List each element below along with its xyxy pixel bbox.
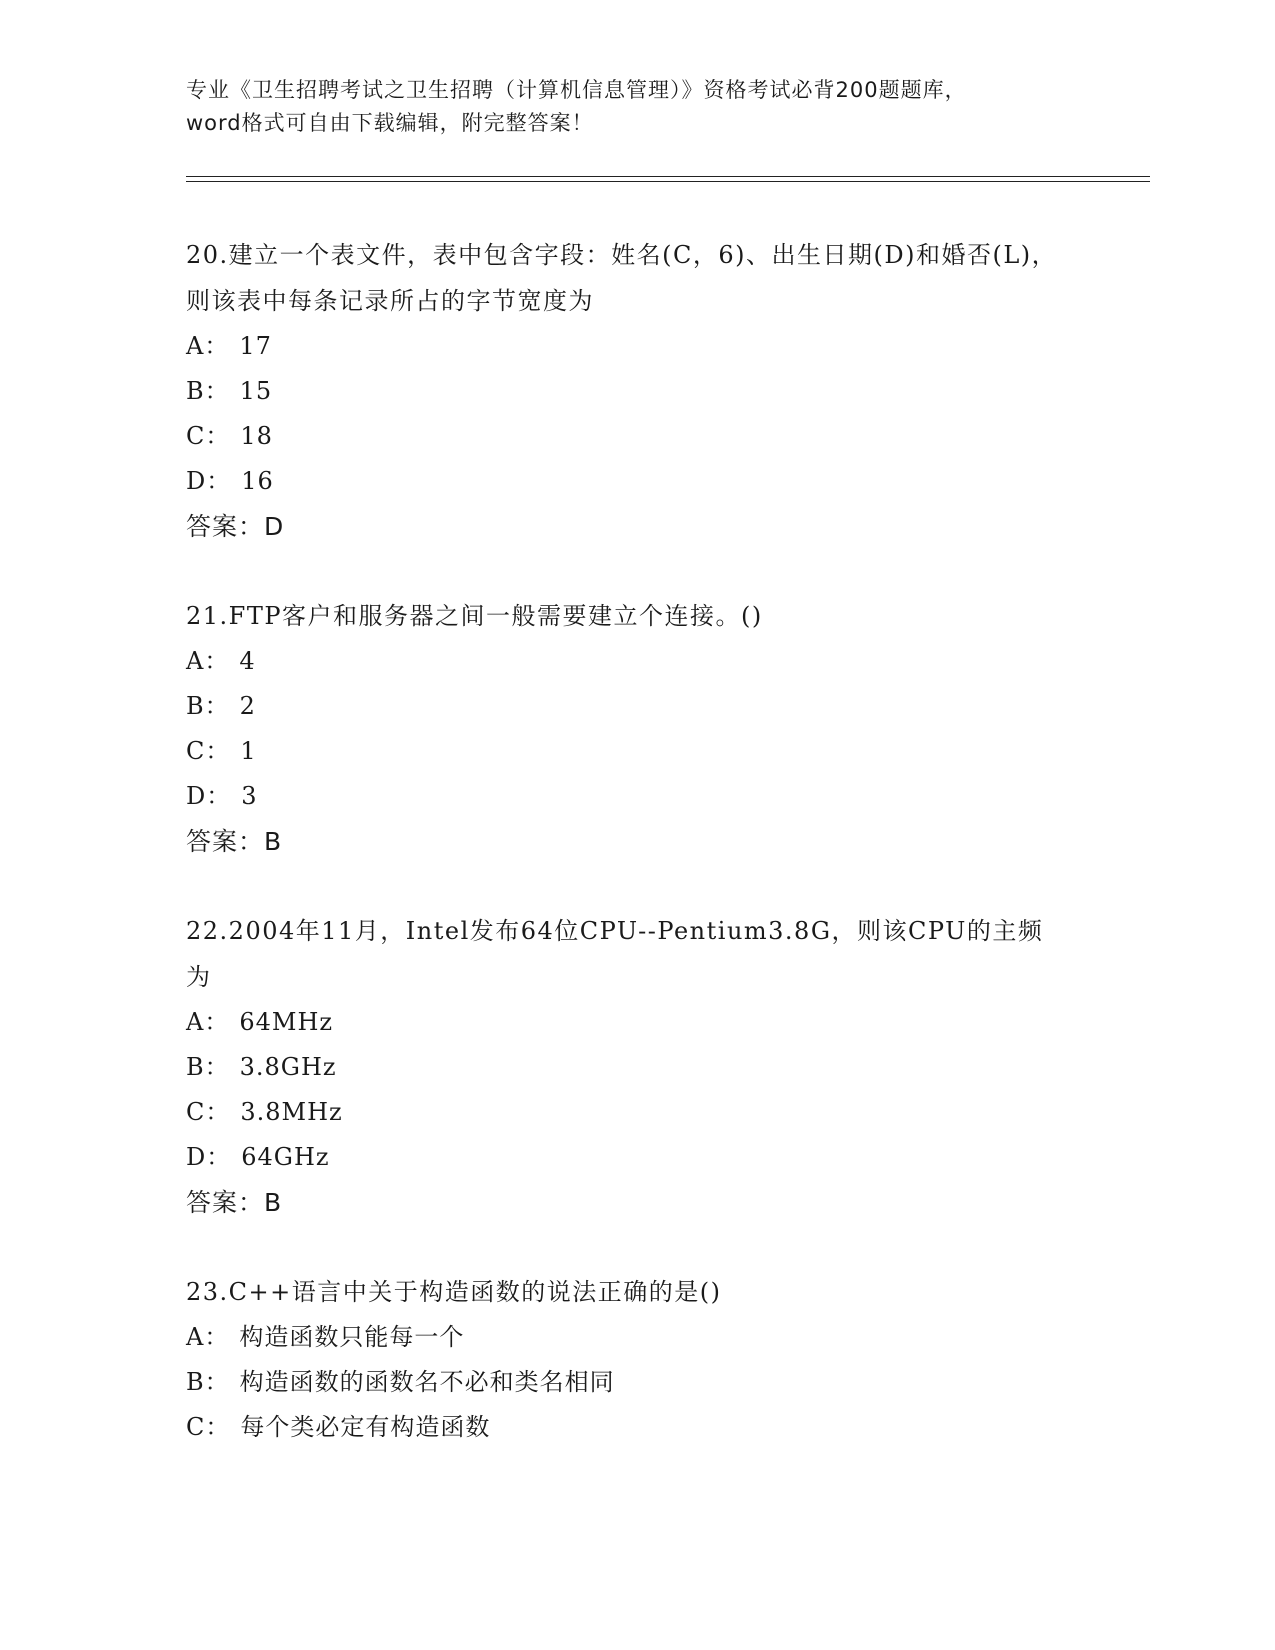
option-label: A： (186, 1008, 230, 1036)
header-divider-bottom (186, 181, 1150, 182)
option-label: D： (186, 467, 232, 495)
question-23 (186, 1269, 1086, 1450)
option-label: B： (186, 1368, 230, 1396)
option-label: B： (186, 377, 230, 405)
question-stem: 21.FTP客户和服务器之间一般需要建立个连接。() (186, 602, 763, 630)
option-label: C： (186, 1098, 231, 1126)
header-divider-top (186, 176, 1150, 177)
answer-line: 答案：D (186, 512, 285, 541)
option-label: D： (186, 782, 232, 810)
option-label: A： (186, 332, 230, 360)
option-d (186, 774, 1086, 819)
option-label: A： (186, 1323, 230, 1351)
option-text: 17 (239, 332, 272, 360)
question-stem: 22.2004年11月，Intel发布64位CPU--Pentium3.8G，则该CPU的主频为 (186, 917, 1044, 991)
question-21 (186, 593, 1086, 865)
option-a (186, 1000, 1086, 1045)
answer-line: 答案：B (186, 827, 283, 856)
option-text: 64MHz (239, 1008, 334, 1036)
option-text: 2 (239, 692, 256, 720)
option-text: 3.8GHz (239, 1053, 337, 1081)
option-text: 3.8MHz (240, 1098, 343, 1126)
option-text: 每个类必定有构造函数 (240, 1413, 491, 1441)
option-label: A： (186, 647, 230, 675)
question-stem: 23.C++语言中关于构造函数的说法正确的是() (186, 1278, 722, 1306)
option-text: 16 (241, 467, 274, 495)
option-label: C： (186, 1413, 231, 1441)
option-text: 4 (239, 647, 256, 675)
option-text: 64GHz (241, 1143, 330, 1171)
option-c (186, 1090, 1086, 1135)
option-label: B： (186, 1053, 230, 1081)
option-text: 构造函数的函数名不必和类名相同 (239, 1368, 615, 1396)
option-a (186, 1315, 1086, 1360)
option-b (186, 1045, 1086, 1090)
question-list (186, 232, 1086, 1493)
header-line-1: 专业《卫生招聘考试之卫生招聘（计算机信息管理）》资格考试必背200题题库， (186, 78, 967, 102)
question-stem: 20.建立一个表文件，表中包含字段：姓名(C，6)、出生日期(D)和婚否(L)，则该表中每条记录所占的字节宽度为 (186, 241, 1058, 315)
option-text: 15 (239, 377, 273, 405)
header-line-2: word格式可自由下载编辑，附完整答案！ (186, 111, 594, 135)
option-label: C： (186, 737, 231, 765)
answer-line: 答案：B (186, 1188, 283, 1217)
option-c (186, 414, 1086, 459)
option-text: 构造函数只能每一个 (239, 1323, 465, 1351)
option-d (186, 1135, 1086, 1180)
question-22 (186, 908, 1086, 1226)
option-b (186, 369, 1086, 414)
option-c (186, 729, 1086, 774)
option-label: D： (186, 1143, 232, 1171)
option-a (186, 324, 1086, 369)
option-label: C： (186, 422, 231, 450)
question-20 (186, 232, 1086, 550)
option-d (186, 459, 1086, 504)
option-b (186, 1360, 1086, 1405)
document-header (186, 74, 1086, 140)
option-text: 18 (240, 422, 273, 450)
option-text: 1 (240, 737, 257, 765)
option-text: 3 (241, 782, 258, 810)
option-a (186, 639, 1086, 684)
option-b (186, 684, 1086, 729)
option-c (186, 1405, 1086, 1450)
option-label: B： (186, 692, 230, 720)
